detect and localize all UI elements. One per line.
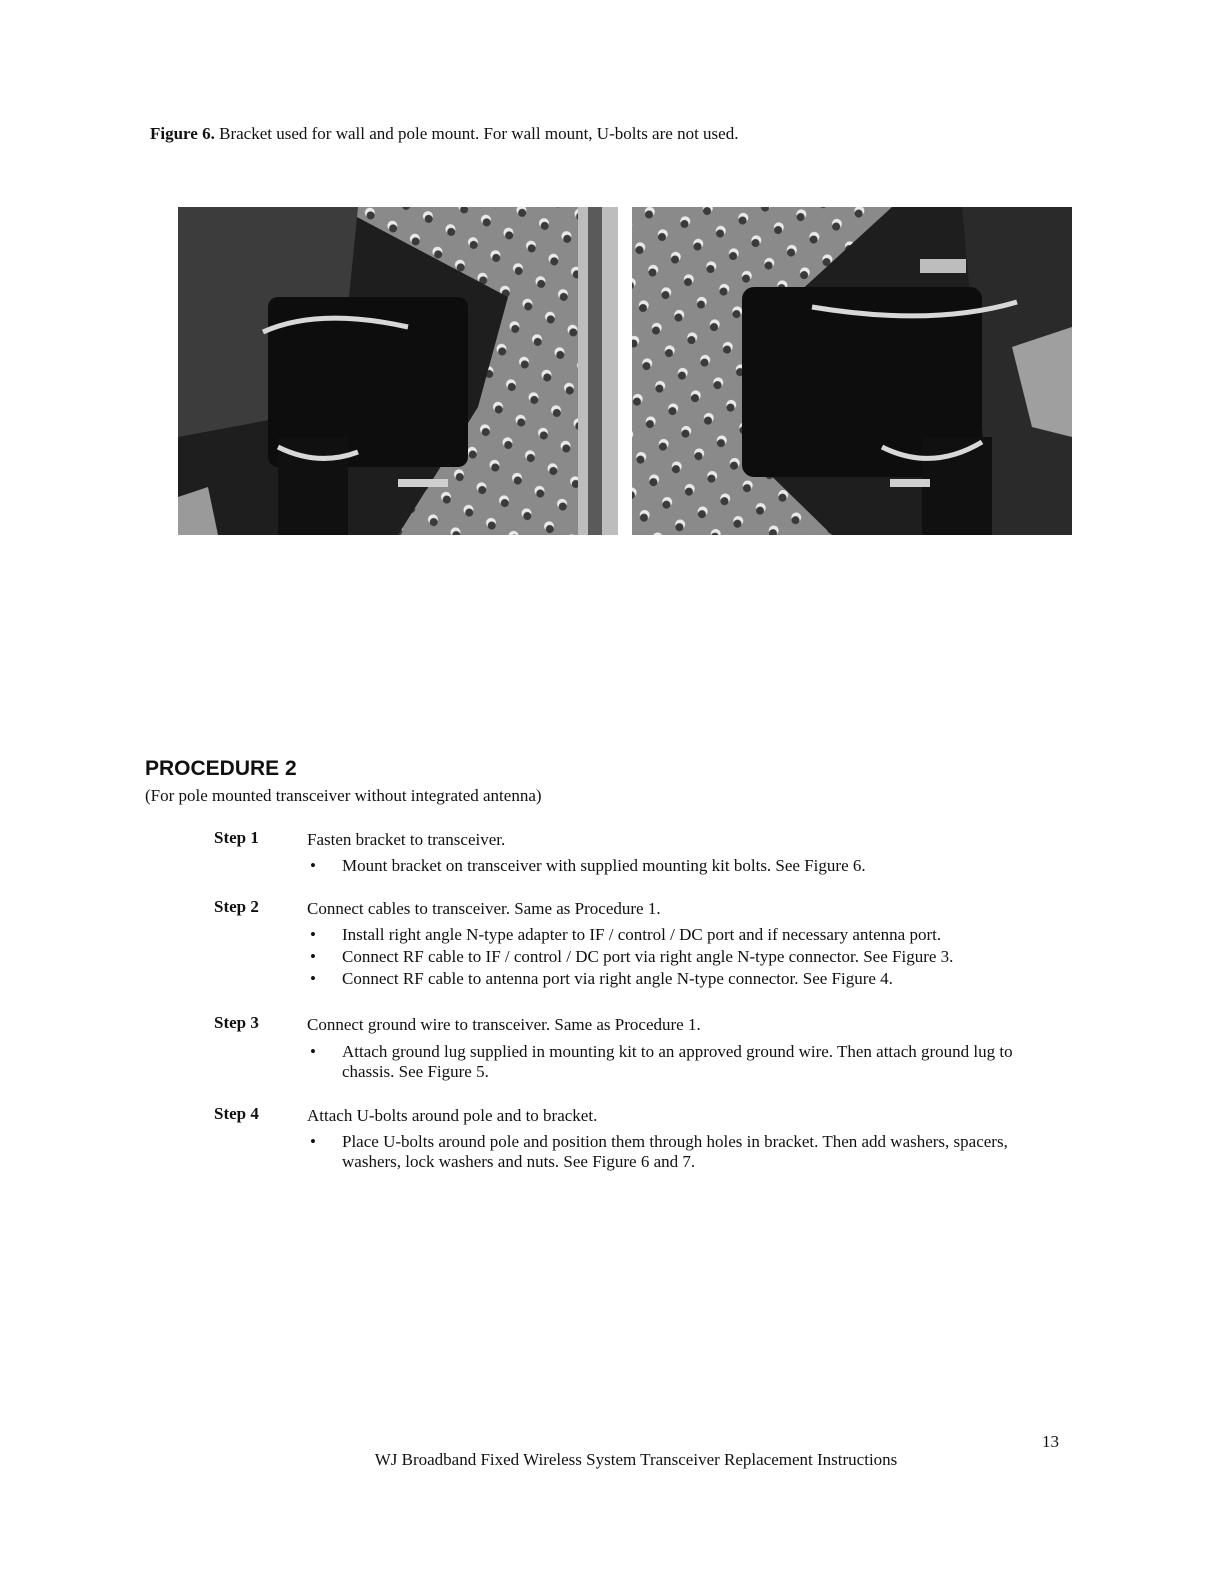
bullet-text: Attach ground lug supplied in mounting kit to an approved ground wire. Then attach ground lug to chassis. See Figure 5. <box>342 1042 1013 1081</box>
step-bullets <box>307 925 1067 991</box>
procedure-subtitle: (For pole mounted transceiver without integrated antenna) <box>145 786 542 805</box>
figure-photo-right <box>632 207 1072 535</box>
bullet-text: Mount bracket on transceiver with supplied mounting kit bolts. See Figure 6. <box>342 856 866 875</box>
step-text: Fasten bracket to transceiver. <box>307 830 506 849</box>
step-bullets <box>307 1132 1067 1174</box>
step-label: Step 4 <box>214 1104 259 1123</box>
step-label: Step 1 <box>214 828 259 847</box>
bullet-text: Connect RF cable to antenna port via right angle N-type connector. See Figure 4. <box>342 969 893 988</box>
bullet-text: Connect RF cable to IF / control / DC port via right angle N-type connector. See Figure 3. <box>342 947 954 966</box>
procedure-title: PROCEDURE 2 <box>145 757 297 780</box>
bullet-item: • Mount bracket on transceiver with supplied mounting kit bolts. See Figure 6. <box>310 856 866 875</box>
step-bullets <box>307 1042 1067 1084</box>
figure-caption-text: Bracket used for wall and pole mount. For wall mount, U-bolts are not used. <box>219 124 739 143</box>
step-label: Step 3 <box>214 1013 259 1032</box>
page-number: 13 <box>1042 1432 1059 1451</box>
step-text: Connect cables to transceiver. Same as Procedure 1. <box>307 899 661 918</box>
figure-label: Figure 6. <box>150 124 215 143</box>
bullet-item: • Install right angle N-type adapter to IF / control / DC port and if necessary antenna port. <box>310 925 942 944</box>
bullet-text: Install right angle N-type adapter to IF / control / DC port and if necessary antenna port. <box>342 925 942 944</box>
step-text: Attach U-bolts around pole and to bracket. <box>307 1106 598 1125</box>
figure-caption <box>150 124 738 144</box>
step-bullets <box>307 856 1067 878</box>
bullet-item: • Connect RF cable to antenna port via right angle N-type connector. See Figure 4. <box>310 969 893 988</box>
bullet-text: Place U-bolts around pole and position them through holes in bracket. Then add washers, spacers, washers, lock washers and nuts. See Figure 6 and 7. <box>342 1132 1008 1171</box>
step-label: Step 2 <box>214 897 259 916</box>
bullet-item: • Connect RF cable to IF / control / DC port via right angle N-type connector. See Figure 3. <box>310 947 954 966</box>
bullet-item: • Place U-bolts around pole and position them through holes in bracket. Then add washers, spacers, washers, lock washers and nuts. See Figure 6 and 7. <box>310 1132 1008 1171</box>
bullet-item: • Attach ground lug supplied in mounting kit to an approved ground wire. Then attach ground lug to chassis. See Figure 5. <box>310 1042 1013 1081</box>
footer-title: WJ Broadband Fixed Wireless System Transceiver Replacement Instructions <box>374 1450 898 1469</box>
figure-photo-left <box>178 207 618 535</box>
step-text: Connect ground wire to transceiver. Same as Procedure 1. <box>307 1015 701 1034</box>
